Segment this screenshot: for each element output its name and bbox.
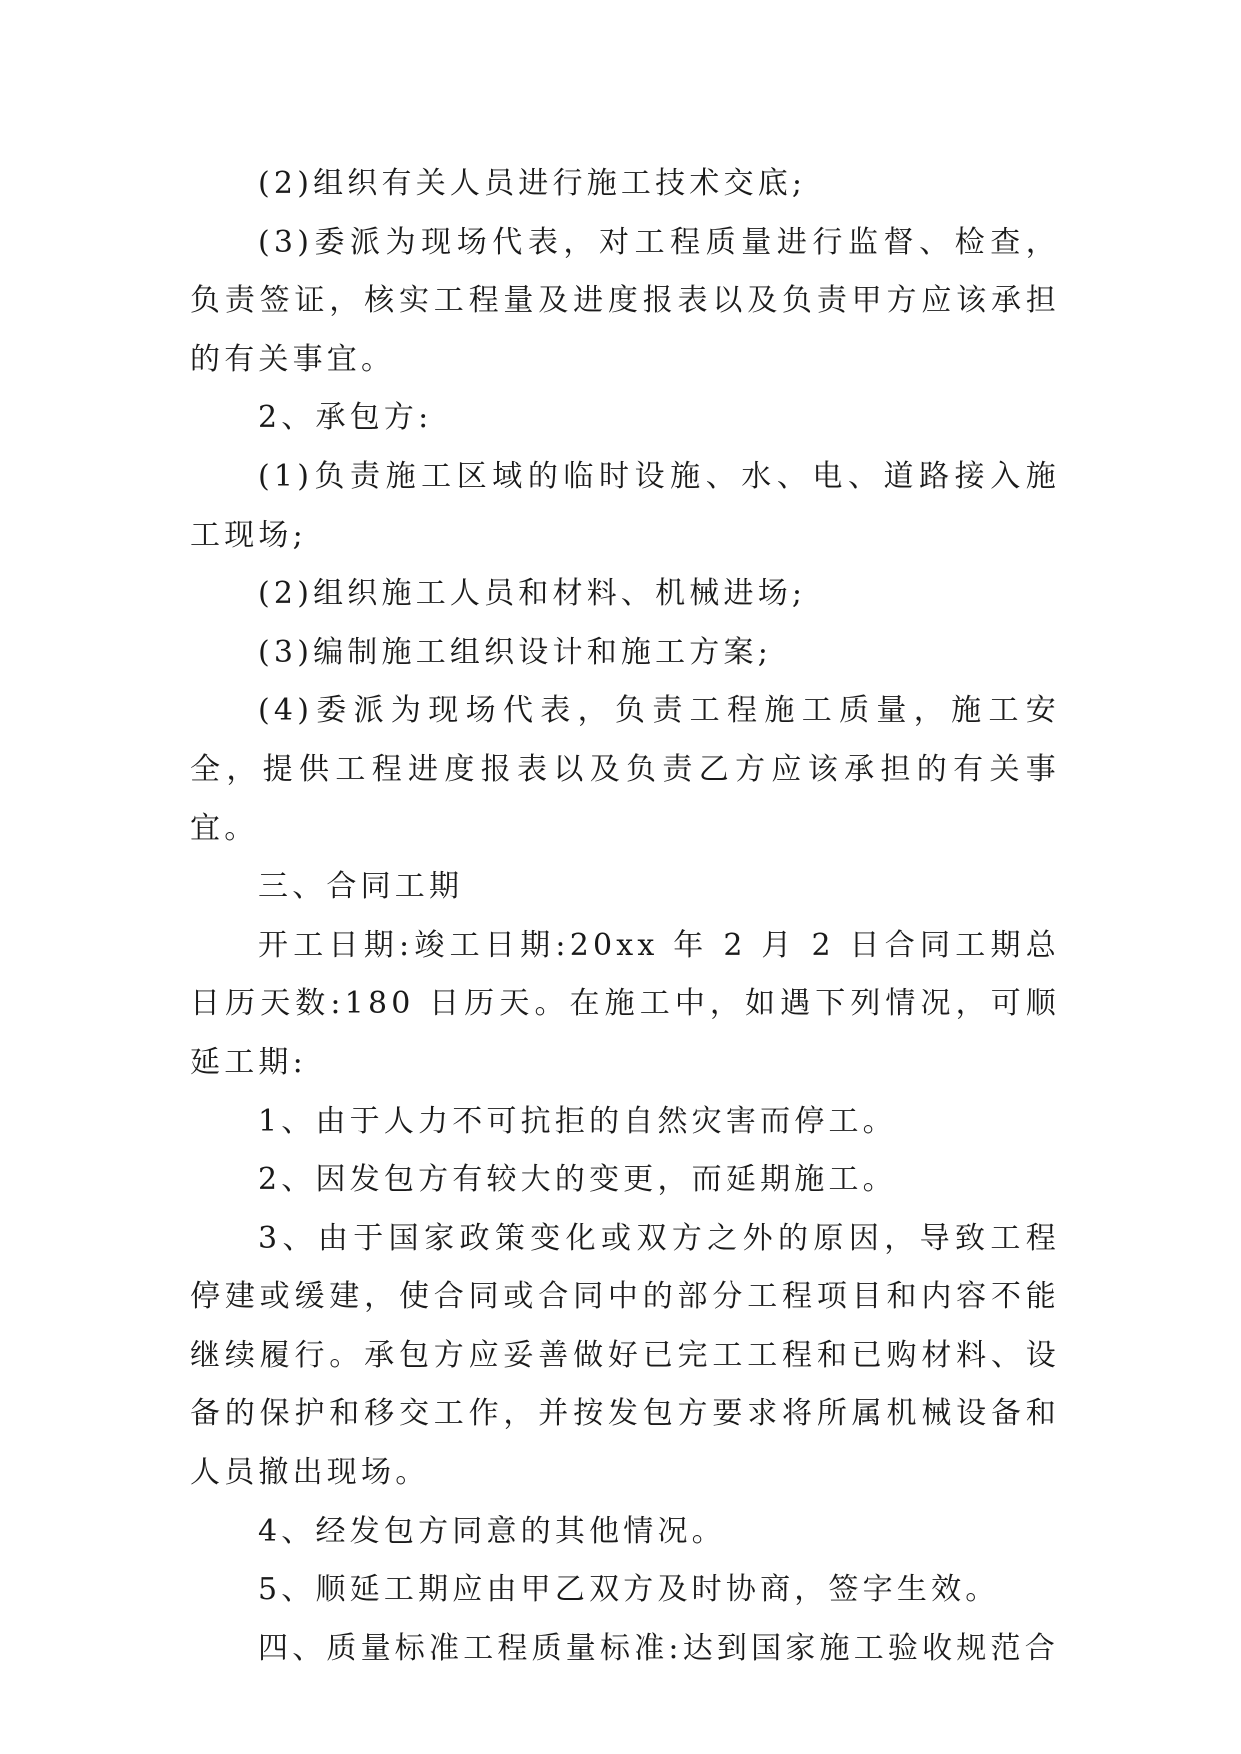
paragraph-extension-reason-1: 1、由于人力不可抗拒的自然灾害而停工。 <box>258 1103 897 1139</box>
paragraph-start-completion-dates: 开工日期:竣工日期:20xx 年 2 月 2 日合同工期总日历天数:180 日历天。在施工中，如遇下列情况，可顺延工期: <box>190 927 1060 1080</box>
paragraph-item-2-personnel-entry: (2)组织施工人员和材料、机械进场; <box>258 576 807 612</box>
paragraph-extension-reason-3: 3、由于国家政策变化或双方之外的原因，导致工程停建或缓建，使合同或合同中的部分工程项目和内容不能继续履行。承包方应妥善做好已完工工程和已购材料、设备的保护和移交工作，并按发包方要求将所属机械设备和人员撤出现场。 <box>190 1220 1060 1491</box>
paragraph-contractor-heading: 2、承包方: <box>258 400 433 436</box>
paragraph-item-4-contractor-representative: (4)委派为现场代表，负责工程施工质量，施工安全，提供工程进度报表以及负责乙方应该承担的有关事宜。 <box>190 693 1060 846</box>
section-heading-contract-period: 三、合同工期 <box>258 869 464 905</box>
paragraph-item-2-tech-briefing: (2)组织有关人员进行施工技术交底; <box>258 166 807 201</box>
paragraph-extension-reason-2: 2、因发包方有较大的变更，而延期施工。 <box>258 1162 897 1198</box>
paragraph-extension-reason-4: 4、经发包方同意的其他情况。 <box>258 1513 726 1549</box>
paragraph-item-3-construction-plan: (3)编制施工组织设计和施工方案; <box>258 634 773 670</box>
document-page <box>190 155 1060 1678</box>
paragraph-item-3-owner-representative: (3)委派为现场代表，对工程质量进行监督、检查，负责签证，核实工程量及进度报表以及负责甲方应该承担的有关事宜。 <box>190 224 1060 377</box>
section-heading-quality-standard: 四、质量标准工程质量标准:达到国家施工验收规范合 <box>258 1630 1059 1666</box>
paragraph-extension-reason-5: 5、顺延工期应由甲乙双方及时协商，签字生效。 <box>258 1572 1000 1608</box>
paragraph-item-1-temporary-facilities: (1)负责施工区域的临时设施、水、电、道路接入施工现场; <box>190 458 1060 553</box>
